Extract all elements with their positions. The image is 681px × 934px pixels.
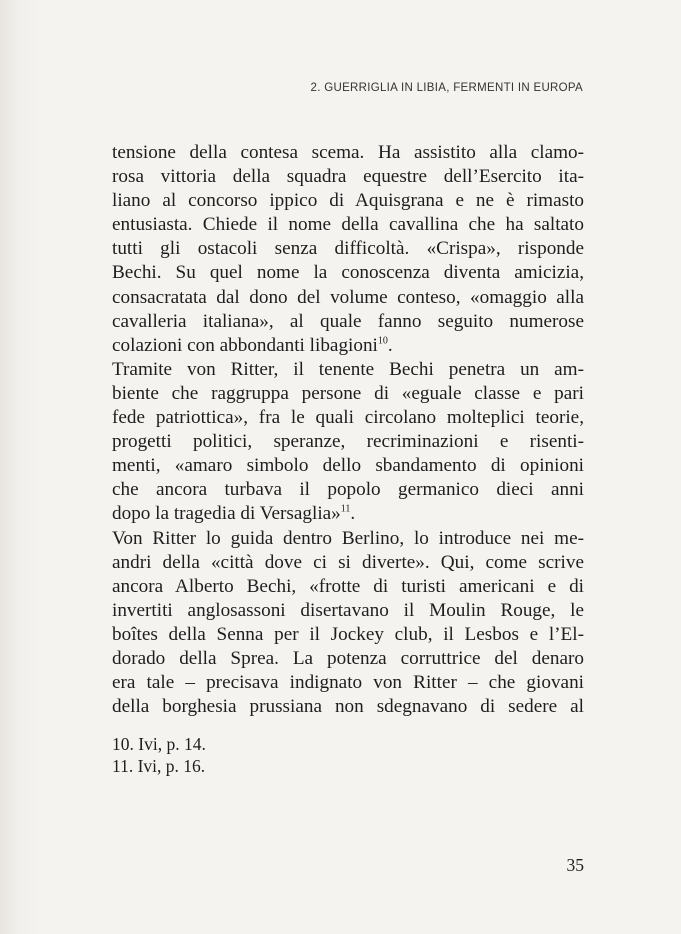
running-header: 2. GUERRIGLIA IN LIBIA, FERMENTI IN EUROPA <box>310 82 583 94</box>
text-line-content: dopo la tragedia di Versaglia» <box>112 503 341 525</box>
text-line: che ancora turbava il popolo germanico dieci anni <box>112 479 584 501</box>
text-line: andri della «città dove ci si diverte». Qui, come scrive <box>112 551 584 573</box>
text-line: menti, «amaro simbolo dello sbandamento di opinioni <box>112 455 584 477</box>
text-line: ancora Alberto Bechi, «frotte di turisti americani e di <box>112 575 584 597</box>
main-text <box>112 141 584 719</box>
text-line: tensione della contesa scema. Ha assistito alla clamo- <box>112 142 584 163</box>
text-line: cavalleria italiana», al quale fanno seguito numerose <box>112 310 584 332</box>
text-line: progetti politici, speranze, recriminazioni e risenti- <box>112 431 584 453</box>
footnotes <box>112 733 206 777</box>
page-number: 35 <box>566 855 584 875</box>
text-line: della borghesia prussiana non sdegnavano di sedere al <box>112 696 584 718</box>
text-line: consacratata dal dono del volume conteso, «omaggio alla <box>112 286 584 308</box>
text-line: dorado della Sprea. La potenza corruttrice del denaro <box>112 647 584 669</box>
footnote-ref-10[interactable]: 10 <box>377 335 388 347</box>
text-line: tutti gli ostacoli senza difficoltà. «Crispa», risponde <box>112 238 584 260</box>
text-line: invertiti anglosassoni disertavano il Moulin Rouge, le <box>112 599 584 621</box>
text-line-with-footnote-ref <box>112 334 584 358</box>
footnote-11: 11. Ivi, p. 16. <box>112 756 206 776</box>
text-line: Tramite von Ritter, il tenente Bechi penetra un am- <box>112 358 584 380</box>
text-line-with-footnote-ref <box>112 502 584 526</box>
footnote-ref-11[interactable]: 11 <box>340 504 351 516</box>
text-line: boîtes della Senna per il Jockey club, il Lesbos e l’El- <box>112 623 584 645</box>
text-line: biente che raggruppa persone di «eguale classe e pari <box>112 382 584 404</box>
text-line: era tale – precisava indignato von Ritter – che giovani <box>112 672 584 694</box>
text-line: Bechi. Su quel nome la conoscenza diventa amicizia, <box>112 262 584 284</box>
sentence-period: . <box>387 334 393 356</box>
text-line: fede patriottica», fra le quali circolano molteplici teorie, <box>112 407 584 429</box>
sentence-period: . <box>350 503 356 525</box>
text-line: Von Ritter lo guida dentro Berlino, lo introduce nei me- <box>112 527 584 549</box>
text-line: rosa vittoria della squadra equestre dell’Esercito ita- <box>112 166 584 188</box>
footnote-10: 10. Ivi, p. 14. <box>112 734 206 754</box>
text-line: liano al concorso ippico di Aquisgrana e ne è rimasto <box>112 190 584 212</box>
text-line: entusiasta. Chiede il nome della cavallina che ha saltato <box>112 214 584 236</box>
text-line-content: colazioni con abbondanti libagioni <box>112 334 378 356</box>
